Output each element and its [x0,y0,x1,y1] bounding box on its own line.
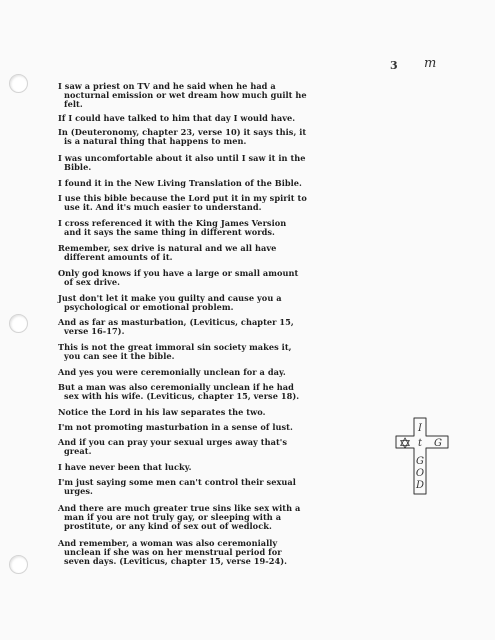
paragraph-line: I saw a priest on TV and he said when he had a [58,81,276,91]
paragraph [58,154,413,172]
paragraph-line: I have never been that lucky. [58,462,192,472]
star-of-david-icon [401,438,410,448]
page-number: 3 [390,59,398,72]
paragraph-line: Only god knows if you have a large or small amount [58,268,299,278]
paragraph-line: great. [64,446,92,456]
punch-hole [9,555,28,574]
paragraph [58,438,413,456]
handwritten-cross-drawing [392,416,452,496]
paragraph-line: man if you are not truly gay, or sleeping with a [64,512,282,522]
paragraph-line: I'm not promoting masturbation in a sense of lust. [58,422,293,432]
paragraph [58,478,413,496]
paragraph-line: Bible. [64,162,92,172]
paragraph [58,318,413,336]
paragraph [58,179,413,188]
paragraph-line: Notice the Lord in his law separates the two. [58,407,266,417]
paragraph-line: seven days. (Leviticus, chapter 15, verse 19-24). [64,556,288,566]
paragraph-line: In (Deuteronomy, chapter 23, verse 10) it says this, it [58,127,307,137]
handwritten-initial: m [424,56,437,71]
paragraph [58,219,413,237]
paragraph-line: I found it in the New Living Translation of the Bible. [58,178,302,188]
paragraph [58,383,413,401]
paragraph-line: If I could have talked to him that day I would have. [58,113,296,123]
paragraph [58,244,413,262]
paragraph-line: different amounts of it. [64,252,173,262]
cross-letter: G [416,456,424,467]
paragraph [58,539,413,566]
cross-letter: t [417,438,423,449]
paragraph-line: and it says the same thing in different words. [64,227,275,237]
paragraph-line: And if you can pray your sexual urges away that's [58,437,287,447]
punch-hole [9,314,28,333]
paragraph-line: And yes you were ceremonially unclean for a day. [58,367,286,377]
cross-letter: I [418,423,422,434]
paragraph [58,408,413,417]
cross-letter: D [415,480,425,491]
paragraph-line: This is not the great immoral sin society makes it, [58,342,292,352]
paragraph [58,114,413,123]
paragraph-line: use it. And it's much easier to understand. [64,202,262,212]
paragraph-line: of sex drive. [64,277,120,287]
paragraph-line: verse 16-17). [64,326,125,336]
paragraph [58,128,413,146]
paragraph-line: sex with his wife. (Leviticus, chapter 15, verse 18). [64,391,300,401]
paragraph-line: felt. [64,99,83,109]
paragraph [58,82,413,109]
paragraph-line: nocturnal emission or wet dream how much guilt he [64,90,307,100]
paragraph-line: unclean if she was on her menstrual period for [64,547,282,557]
paragraph [58,194,413,212]
paragraph-line: I use this bible because the Lord put it in my spirit to [58,193,307,203]
cross-letter: O [415,468,425,479]
cross-letter: G [434,438,442,449]
paragraph-line: Remember, sex drive is natural and we all have [58,243,277,253]
paragraph [58,368,413,377]
paragraph-line: But a man was also ceremonially unclean if he had [58,382,294,392]
paragraph-line: psychological or emotional problem. [64,302,234,312]
paragraph [58,504,413,531]
paragraph-line: Just don't let it make you guilty and cause you a [58,293,282,303]
paragraph-line: And as far as masturbation, (Leviticus, chapter 15, [58,317,294,327]
paragraph-line: I'm just saying some men can't control their sexual [58,477,296,487]
punch-hole [9,74,28,93]
paragraph [58,423,413,432]
paragraph [58,463,413,472]
paragraph-line: I was uncomfortable about it also until I saw it in the [58,153,306,163]
paragraph-line: you can see it the bible. [64,351,175,361]
paragraph-line: I cross referenced it with the King James Version [58,218,287,228]
paragraph [58,343,413,361]
paragraph-line: urges. [64,486,93,496]
paragraph-line: prostitute, or any kind of sex out of wedlock. [64,521,272,531]
paragraph [58,269,413,287]
paragraph-line: And there are much greater true sins like sex with a [58,503,301,513]
paragraph-line: is a natural thing that happens to men. [64,136,247,146]
paragraph-line: And remember, a woman was also ceremonially [58,538,278,548]
paragraph [58,294,413,312]
